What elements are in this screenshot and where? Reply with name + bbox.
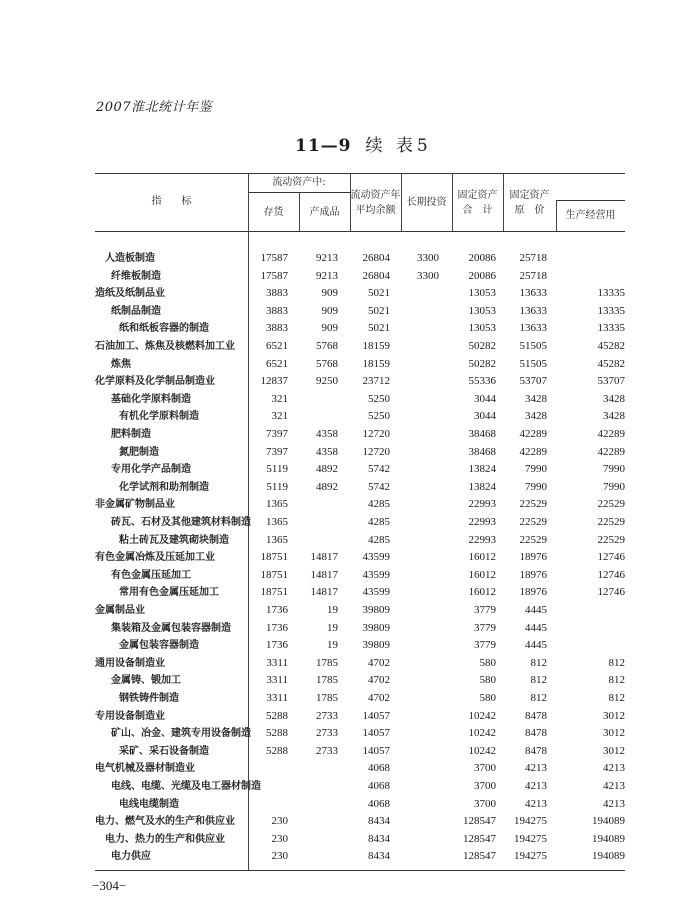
row-label: 专用设备制造业 [95,710,165,722]
cell-avg-current: 18159 [362,357,390,370]
row-label: 常用有色金属压延加工 [119,587,219,599]
cell-avg-current: 18159 [362,340,390,352]
cell-finished: 14817 [310,568,338,581]
table-row [95,620,625,637]
header-avg-current-assets [350,188,401,218]
cell-production: 13335 [597,287,625,300]
cell-avg-current: 43599 [362,551,390,564]
cell-inventory: 3311 [266,692,288,704]
row-label: 矿山、冶金、建筑专用设备制造 [111,728,251,740]
table-top-rule [95,173,625,174]
cell-avg-current: 4702 [368,674,390,687]
table-row [95,514,625,531]
cell-avg-current: 12720 [362,445,390,458]
header-long-term-investment: 长期投资 [406,197,447,208]
cell-finished: 4892 [316,480,338,493]
cell-finished: 19 [327,621,338,634]
row-label: 造纸及纸制品业 [95,288,165,300]
cell-fixed-total: 50282 [468,357,496,370]
cell-production: 7990 [603,463,625,476]
cell-fixed-total: 55336 [468,375,496,388]
cell-production: 45282 [597,340,625,352]
header-bottom-rule [95,231,625,232]
row-label: 有色金属压延加工 [111,569,191,581]
cell-production: 45282 [597,357,625,370]
table-continuation-label: 续 表5 [365,136,432,156]
cell-fixed-original: 4445 [525,639,547,652]
cell-fixed-total: 38468 [468,428,496,440]
table-row [95,426,625,443]
header-fixed-assets-original-line2: 原 价 [514,205,545,216]
cell-avg-current: 26804 [362,269,390,282]
cell-fixed-total: 13824 [468,463,496,476]
cell-fixed-total: 50282 [468,340,496,352]
cell-fixed-original: 42289 [519,445,547,458]
row-label: 电力供应 [111,851,151,863]
row-label: 炼焦 [111,358,131,370]
cell-production: 3012 [603,709,625,722]
row-label: 电线电缆制造 [119,798,179,810]
row-label: 纸和纸板容器的制造 [119,323,209,335]
header-finished-goods: 产成品 [309,207,340,218]
cell-inventory: 321 [271,410,288,423]
cell-production: 194089 [592,850,625,863]
cell-avg-current: 12720 [362,428,390,440]
header-indicator: 指 标 [151,196,192,207]
table-row [95,778,625,795]
cell-production: 42289 [597,445,625,458]
cell-production: 22529 [597,498,625,511]
cell-avg-current: 4068 [368,780,390,792]
cell-production: 3428 [603,410,625,423]
table-row [95,655,625,672]
cell-production: 22529 [597,533,625,546]
row-label: 非金属矿物制品业 [95,499,175,511]
header-fixed-assets-total-line1: 固定资产 [457,190,498,201]
cell-finished: 2733 [316,709,338,722]
cell-fixed-original: 13633 [519,287,547,300]
cell-inventory: 5288 [266,709,288,722]
cell-finished: 9213 [316,269,338,282]
row-label: 通用设备制造业 [95,657,165,669]
cell-fixed-original: 51505 [519,340,547,352]
cell-avg-current: 4285 [368,516,390,528]
row-label: 电力、燃气及水的生产和供应业 [95,816,235,828]
cell-production: 53707 [597,375,625,388]
cell-inventory: 5288 [266,744,288,757]
cell-fixed-total: 22993 [468,498,496,511]
cell-finished: 14817 [310,551,338,564]
row-label: 电气机械及器材制造业 [95,763,195,775]
table-row [95,461,625,478]
row-label: 纸制品制造 [111,305,161,317]
table-row [95,796,625,813]
cell-fixed-total: 10242 [468,744,496,757]
row-label: 砖瓦、石材及其他建筑材料制造 [111,517,251,528]
header-production-use: 生产经营用 [565,210,616,221]
cell-fixed-original: 7990 [525,480,547,493]
cell-avg-current: 5742 [368,480,390,493]
row-label: 人造板制造 [105,253,155,264]
table-row [95,567,625,584]
cell-production: 22529 [597,516,625,528]
table-row [95,831,625,848]
cell-inventory: 3883 [266,322,288,335]
header-avg-current-assets-line1: 流动资产年 [350,190,401,201]
cell-fixed-original: 8478 [525,727,547,740]
table-row [95,602,625,619]
cell-avg-current: 4068 [368,762,390,775]
cell-fixed-total: 13824 [468,480,496,493]
row-label: 电力、热力的生产和供应业 [105,833,225,845]
cell-production: 4213 [603,797,625,810]
table-row [95,303,625,320]
cell-fixed-original: 51505 [519,357,547,370]
cell-production: 812 [608,692,625,704]
cell-fixed-total: 128547 [463,850,496,863]
table-row [95,320,625,337]
cell-fixed-total: 22993 [468,533,496,546]
table-row [95,743,625,760]
cell-finished: 19 [327,639,338,652]
cell-fixed-original: 25718 [519,269,547,282]
header-fixed-assets-total-line2: 合 计 [462,205,493,216]
cell-production: 13335 [597,304,625,317]
table-row [95,356,625,373]
cell-fixed-total: 3700 [474,780,496,792]
cell-fixed-total: 20086 [468,269,496,282]
cell-inventory: 230 [271,850,288,863]
header-fixed-assets-original-line1: 固定资产 [509,190,550,201]
cell-inventory: 230 [271,832,288,845]
cell-production: 3012 [603,744,625,757]
cell-fixed-original: 13633 [519,304,547,317]
cell-inventory: 18751 [260,586,288,599]
row-label: 石油加工、炼焦及核燃料加工业 [95,341,235,352]
table-number: 11—9 [295,136,352,156]
table-row [95,813,625,830]
cell-long-term: 3300 [417,252,439,264]
cell-fixed-original: 7990 [525,463,547,476]
header-fixed-assets-original [503,188,556,218]
cell-avg-current: 8434 [368,832,390,845]
row-label: 金属铸、锻加工 [111,675,181,687]
table-row [95,496,625,513]
cell-fixed-total: 580 [479,692,496,704]
cell-inventory: 6521 [266,340,288,352]
cell-fixed-total: 3044 [474,392,496,405]
cell-production: 4213 [603,780,625,792]
cell-fixed-original: 18976 [519,568,547,581]
cell-avg-current: 26804 [362,252,390,264]
cell-production: 3428 [603,392,625,405]
cell-fixed-original: 42289 [519,428,547,440]
cell-avg-current: 8434 [368,815,390,828]
cell-fixed-total: 128547 [463,815,496,828]
cell-production: 194089 [592,832,625,845]
cell-fixed-total: 16012 [468,586,496,599]
cell-avg-current: 4285 [368,533,390,546]
running-head: 2007淮北统计年鉴 [96,100,213,115]
cell-fixed-total: 3779 [474,639,496,652]
cell-fixed-total: 128547 [463,832,496,845]
cell-production: 3012 [603,727,625,740]
table-row [95,391,625,408]
cell-fixed-original: 53707 [519,375,547,388]
cell-avg-current: 23712 [362,375,390,388]
cell-avg-current: 14057 [362,709,390,722]
cell-avg-current: 4702 [368,692,390,704]
cell-finished: 4892 [316,463,338,476]
cell-inventory: 5288 [266,727,288,740]
cell-avg-current: 5250 [368,410,390,423]
cell-inventory: 12837 [260,375,288,388]
cell-finished: 4358 [316,428,338,440]
cell-avg-current: 39809 [362,639,390,652]
cell-finished: 9213 [316,252,338,264]
cell-finished: 2733 [316,727,338,740]
row-label: 电线、电缆、光缆及电工器材制造 [111,781,261,792]
cell-finished: 5768 [316,357,338,370]
cell-avg-current: 5021 [368,304,390,317]
cell-finished: 5768 [316,340,338,352]
row-label: 氮肥制造 [119,446,159,458]
row-label: 有色金属冶炼及压延加工业 [95,552,215,564]
cell-long-term: 3300 [417,269,439,282]
cell-fixed-original: 194275 [514,832,547,845]
header-fixed-assets-total [452,188,503,218]
cell-inventory: 230 [271,815,288,828]
cell-fixed-total: 3700 [474,762,496,775]
table-row [95,338,625,355]
cell-production: 7990 [603,480,625,493]
cell-fixed-original: 22529 [519,516,547,528]
cell-fixed-total: 16012 [468,568,496,581]
cell-fixed-original: 22529 [519,498,547,511]
cell-inventory: 6521 [266,357,288,370]
cell-inventory: 3311 [266,674,288,687]
cell-fixed-total: 3700 [474,797,496,810]
cell-fixed-original: 8478 [525,744,547,757]
cell-fixed-original: 13633 [519,322,547,335]
cell-avg-current: 43599 [362,568,390,581]
cell-production: 42289 [597,428,625,440]
cell-fixed-total: 580 [479,674,496,687]
cell-avg-current: 4702 [368,656,390,669]
table-row [95,672,625,689]
table-title [295,131,432,156]
cell-fixed-total: 13053 [468,287,496,300]
cell-avg-current: 14057 [362,727,390,740]
table-row [95,408,625,425]
cell-inventory: 1365 [266,533,288,546]
cell-avg-current: 5250 [368,392,390,405]
cell-fixed-original: 194275 [514,850,547,863]
cell-production: 13335 [597,322,625,335]
cell-fixed-original: 3428 [525,392,547,405]
cell-inventory: 3883 [266,304,288,317]
row-label: 集装箱及金属包装容器制造 [111,622,231,634]
cell-inventory: 17587 [260,269,288,282]
header-avg-current-assets-line2: 平均余额 [355,205,396,216]
cell-inventory: 321 [271,392,288,405]
cell-production: 4213 [603,762,625,775]
cell-production: 812 [608,656,625,669]
cell-fixed-original: 3428 [525,410,547,423]
cell-fixed-total: 3779 [474,621,496,634]
table-row [95,285,625,302]
row-label: 金属制品业 [95,605,145,616]
row-label: 肥料制造 [111,429,151,440]
cell-production: 12746 [597,551,625,564]
cell-production: 12746 [597,568,625,581]
cell-inventory: 1365 [266,516,288,528]
table-row [95,637,625,654]
cell-avg-current: 43599 [362,586,390,599]
table-row [95,532,625,549]
cell-avg-current: 39809 [362,621,390,634]
cell-finished: 1785 [316,656,338,669]
cell-avg-current: 5742 [368,463,390,476]
cell-production: 812 [608,674,625,687]
cell-fixed-total: 10242 [468,727,496,740]
cell-fixed-original: 8478 [525,709,547,722]
cell-finished: 19 [327,604,338,616]
cell-avg-current: 14057 [362,744,390,757]
cell-fixed-total: 580 [479,656,496,669]
cell-finished: 909 [321,287,338,300]
table-row [95,725,625,742]
cell-inventory: 17587 [260,252,288,264]
cell-inventory: 1365 [266,498,288,511]
cell-finished: 2733 [316,744,338,757]
table-bottom-rule [95,870,625,871]
row-label: 有机化学原料制造 [119,411,199,423]
cell-avg-current: 4068 [368,797,390,810]
cell-avg-current: 5021 [368,287,390,300]
row-label: 专用化学产品制造 [111,464,191,476]
header-inventory: 存货 [263,207,284,218]
cell-fixed-total: 20086 [468,252,496,264]
cell-inventory: 18751 [260,568,288,581]
row-label: 金属包装容器制造 [119,640,199,652]
cell-inventory: 7397 [266,445,288,458]
cell-avg-current: 39809 [362,604,390,616]
table-row [95,708,625,725]
cell-fixed-total: 3779 [474,604,496,616]
cell-fixed-original: 812 [530,674,547,687]
row-label: 采矿、采石设备制造 [119,745,209,757]
cell-fixed-total: 22993 [468,516,496,528]
cell-production: 194089 [592,815,625,828]
cell-fixed-total: 13053 [468,322,496,335]
row-label: 钢铁铸件制造 [119,693,179,704]
table-row [95,373,625,390]
cell-inventory: 5119 [266,480,288,493]
cell-inventory: 3311 [266,656,288,669]
table-row [95,690,625,707]
cell-finished: 1785 [316,692,338,704]
cell-inventory: 7397 [266,428,288,440]
cell-fixed-original: 18976 [519,586,547,599]
cell-avg-current: 4285 [368,498,390,511]
cell-fixed-total: 16012 [468,551,496,564]
production-header-rule [556,200,625,201]
cell-fixed-original: 25718 [519,252,547,264]
cell-production: 12746 [597,586,625,599]
cell-inventory: 18751 [260,551,288,564]
cell-finished: 1785 [316,674,338,687]
cell-fixed-original: 4213 [525,762,547,775]
cell-inventory: 3883 [266,287,288,300]
cell-fixed-original: 812 [530,656,547,669]
cell-fixed-original: 194275 [514,815,547,828]
table-row [95,584,625,601]
cell-fixed-original: 18976 [519,551,547,564]
row-label: 纤维板制造 [111,270,161,282]
cell-fixed-original: 812 [530,692,547,704]
table-row [95,268,625,285]
cell-fixed-original: 4445 [525,621,547,634]
cell-inventory: 1736 [266,604,288,616]
cell-fixed-original: 4445 [525,604,547,616]
cell-finished: 909 [321,322,338,335]
row-label: 基础化学原料制造 [111,393,191,405]
cell-fixed-total: 10242 [468,709,496,722]
page-number: −304− [92,878,127,893]
cell-inventory: 1736 [266,621,288,634]
row-label: 化学试剂和助剂制造 [119,481,209,493]
header-current-assets-group: 流动资产中: [272,177,326,188]
table-row [95,479,625,496]
cell-finished: 4358 [316,445,338,458]
table-row [95,760,625,777]
cell-fixed-total: 3044 [474,410,496,423]
table-row [95,549,625,566]
row-label: 粘土砖瓦及建筑砌块制造 [119,534,229,546]
cell-finished: 9250 [316,375,338,388]
cell-fixed-original: 4213 [525,797,547,810]
cell-avg-current: 8434 [368,850,390,863]
table-row [95,444,625,461]
table-row [95,250,625,267]
cell-inventory: 5119 [266,463,288,476]
cell-fixed-total: 13053 [468,304,496,317]
cell-inventory: 1736 [266,639,288,652]
cell-finished: 14817 [310,586,338,599]
cell-finished: 909 [321,304,338,317]
cell-avg-current: 5021 [368,322,390,335]
cell-fixed-original: 22529 [519,533,547,546]
cell-fixed-total: 38468 [468,445,496,458]
row-label: 化学原料及化学制品制造业 [95,376,215,388]
table-row [95,848,625,865]
cell-fixed-original: 4213 [525,780,547,792]
